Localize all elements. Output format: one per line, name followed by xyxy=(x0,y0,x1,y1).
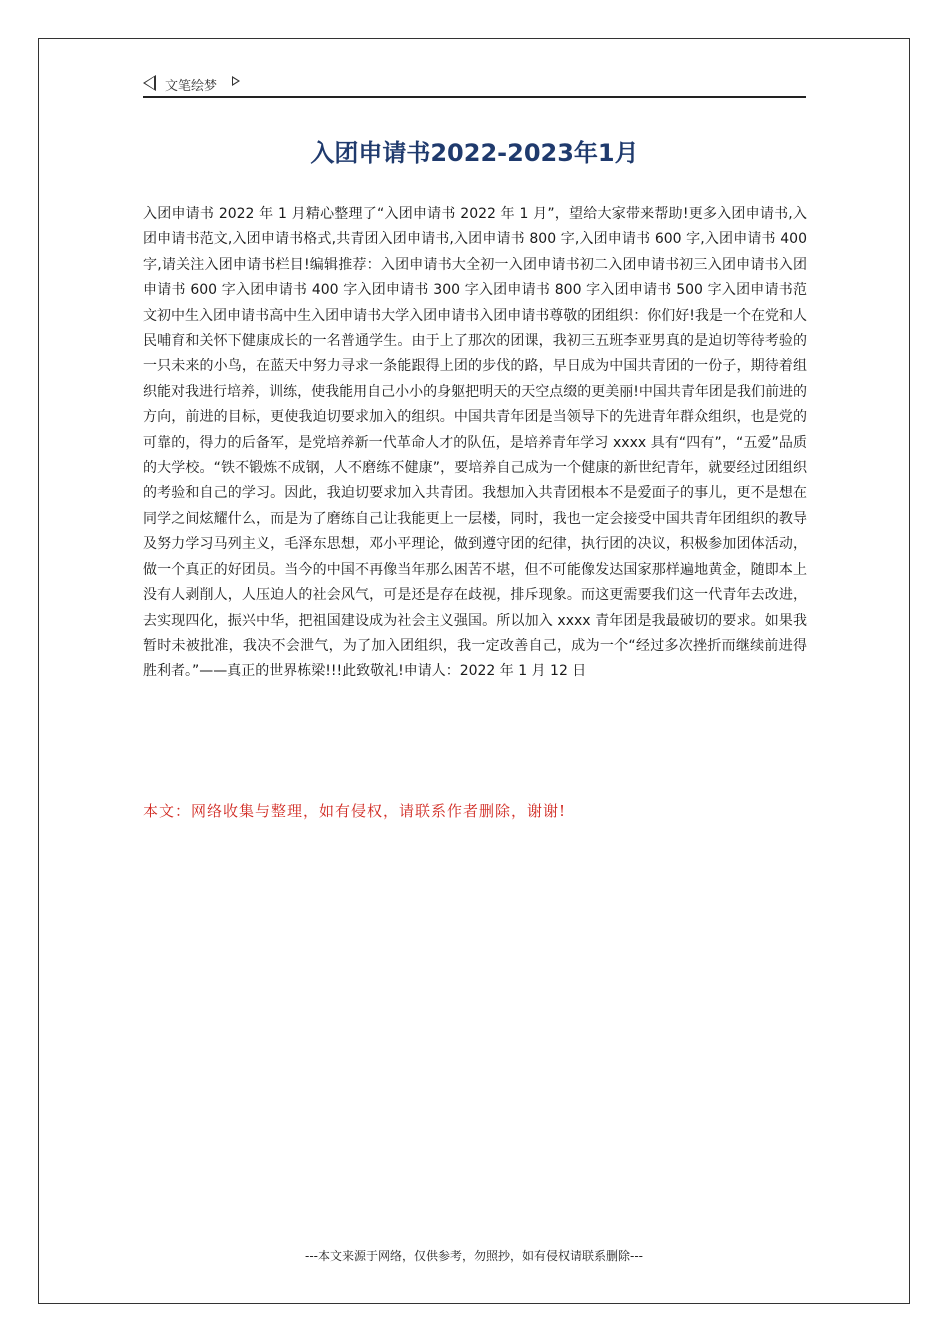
brand-label: 文笔绘梦 xyxy=(165,79,218,94)
triangle-right-icon xyxy=(232,76,240,86)
document-body: 入团申请书 2022 年 1 月精心整理了“入团申请书 2022 年 1 月”，望给大家带来帮助!更多入团申请书,入团申请书范文,入团申请书格式,共青团入团申请书,入团申请书 800 字,入团申请书 600 字,入团申请书 400 字,请关注入团申请书栏目!编辑推荐：入团申请书大全初一入团申请书初二入团申请书初三入团申请书入团申请书 600 字入团申请书 400 字入团申请书 300 字入团申请书 800 字入团申请书 500 字入团申请书范文初中生入团申请书高中生入团申请书大学入团申请书入团申请书尊敬的团组织：你们好!我是一个在党和人民哺育和关怀下健康成长的一名普通学生。由于上了那次的团课，我初三五班李亚男真的是迫切等待考验的一只未来的小鸟，在蓝天中努力寻求一条能跟得上团的步伐的路，早日成为中国共青团的一份子，期待着组织能对我进行培养，训练，使我能用自己小小的身躯把明天的天空点缀的更美丽!中国共青年团是我们前进的方向，前进的目标，更使我迫切要求加入的组织。中国共青年团是当领导下的先进青年群众组织，也是党的可靠的，得力的后备军，是党培养新一代革命人才的队伍，是培养青年学习 xxxx 具有“四有”，“五爱”品质的大学校。“铁不锻炼不成钢，人不磨练不健康”，要培养自己成为一个健康的新世纪青年，就要经过团组织的考验和自己的学习。因此，我迫切要求加入共青团。我想加入共青团根本不是爱面子的事儿，更不是想在同学之间炫耀什么，而是为了磨练自己让我能更上一层楼，同时，我也一定会接受中国共青年团组织的教导及努力学习马列主义，毛泽东思想，邓小平理论，做到遵守团的纪律，执行团的决议，积极参加团体活动，做一个真正的好团员。当今的中国不再像当年那么困苦不堪，但不可能像发达国家那样遍地黄金，随即本上没有人剥削人，人压迫人的社会风气，可是还是存在歧视，排斥现象。而这更需要我们这一代青年去改进，去实现四化，振兴中华，把祖国建设成为社会主义强国。所以加入 xxxx 青年团是我最破切的要求。如果我暂时未被批准，我决不会泄气，为了加入团组织，我一定改善自己，成为一个“经过多次挫折而继续前进得胜利者。”——真正的世界栋梁!!!此致敬礼!申请人：2022 年 1 月 12 日 xyxy=(143,206,807,680)
document-title: 入团申请书2022-2023年1月 xyxy=(310,139,639,167)
copyright-notice: 本文：网络收集与整理，如有侵权，请联系作者删除，谢谢! xyxy=(143,802,567,820)
triangle-left-icon xyxy=(143,75,156,91)
page-header xyxy=(143,72,806,98)
page-footer: ---本文来源于网络，仅供参考，勿照抄，如有侵权请联系删除--- xyxy=(305,1249,643,1263)
